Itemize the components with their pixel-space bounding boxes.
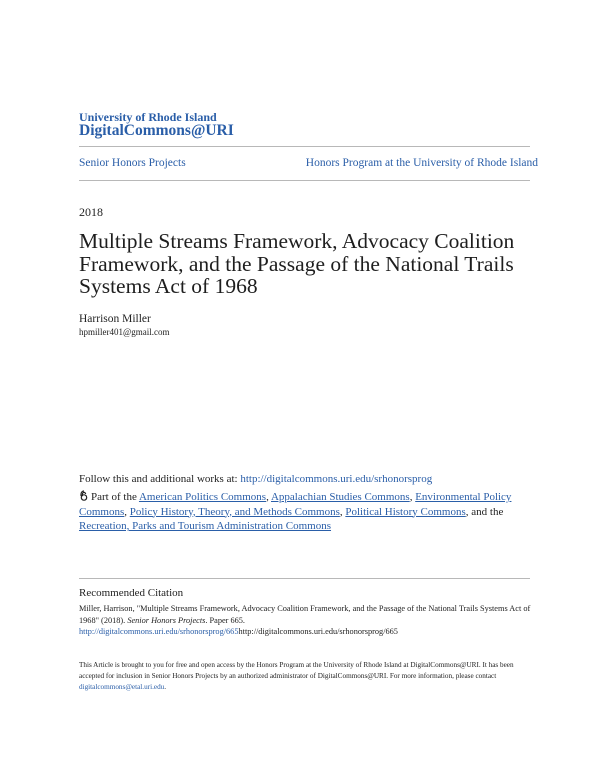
follow-line [79,473,432,485]
notice-end: . [164,683,167,691]
open-access-icon [79,490,89,501]
and-the-text: , and the [465,505,504,518]
honors-program-link[interactable]: Honors Program at the University of Rhode Island [305,157,538,169]
citation-series: Senior Honors Projects [127,615,206,625]
citation-url-plain: http://digitalcommons.uri.edu/srhonorsprog/665 [238,627,398,636]
citation-paper-number: . Paper 665. [205,615,246,625]
citation-divider [79,578,530,579]
collection-url-link[interactable]: http://digitalcommons.uri.edu/srhonorsprog [240,473,433,485]
environmental-policy-commons-link[interactable]: Environmental Policy Commons [79,491,512,518]
publication-year: 2018 [79,205,103,219]
author-name: Harrison Miller [79,313,151,325]
follow-label: Follow this and additional works at: [79,473,241,485]
repository-link[interactable]: DigitalCommons@URI [79,122,234,139]
institution-name: University of Rhode Island [79,110,217,124]
senior-honors-projects-link[interactable]: Senior Honors Projects [79,157,186,169]
part-of-commons [79,490,529,534]
american-politics-commons-link[interactable]: American Politics Commons [138,491,267,503]
separator: , [266,491,271,503]
appalachian-studies-commons-link[interactable]: Appalachian Studies Commons [270,491,410,503]
author-email: hpmiller401@gmail.com [79,327,170,337]
citation-text [79,603,534,638]
part-of-prefix: Part of the [91,491,139,503]
citation-url-link[interactable]: http://digitalcommons.uri.edu/srhonorsprog/665 [79,627,239,636]
citation-body: Miller, Harrison, "Multiple Streams Framework, Advocacy Coalition Framework, and the Passage of the National Trails Systems Act of 1968" (2018). [79,604,531,625]
paper-title: Multiple Streams Framework, Advocacy Coalition Framework, and the Passage of the National Trails Systems Act of 1968 [79,229,515,298]
access-notice [79,660,534,693]
header-divider [79,146,530,147]
contact-email-link[interactable]: digitalcommons@etal.uri.edu [79,683,165,691]
recommended-citation-heading: Recommended Citation [79,587,184,599]
separator: , [409,491,416,503]
nav-divider [79,180,530,181]
separator: , [124,505,130,518]
notice-text: This Article is brought to you for free and open access by the Honors Program at the University of Rhode Island at DigitalCommons@URI. It has been accepted for inclusion in Senior Honors Projects by an authorized administrator of DigitalCommons@URI. For more information, please contact [79,661,514,680]
separator: , [339,505,346,518]
political-history-commons-link[interactable]: Political History Commons [345,505,466,518]
recreation-parks-tourism-commons-link[interactable]: Recreation, Parks and Tourism Administration Commons [79,520,332,532]
policy-history-commons-link[interactable]: Policy History, Theory, and Methods Commons [129,505,340,518]
